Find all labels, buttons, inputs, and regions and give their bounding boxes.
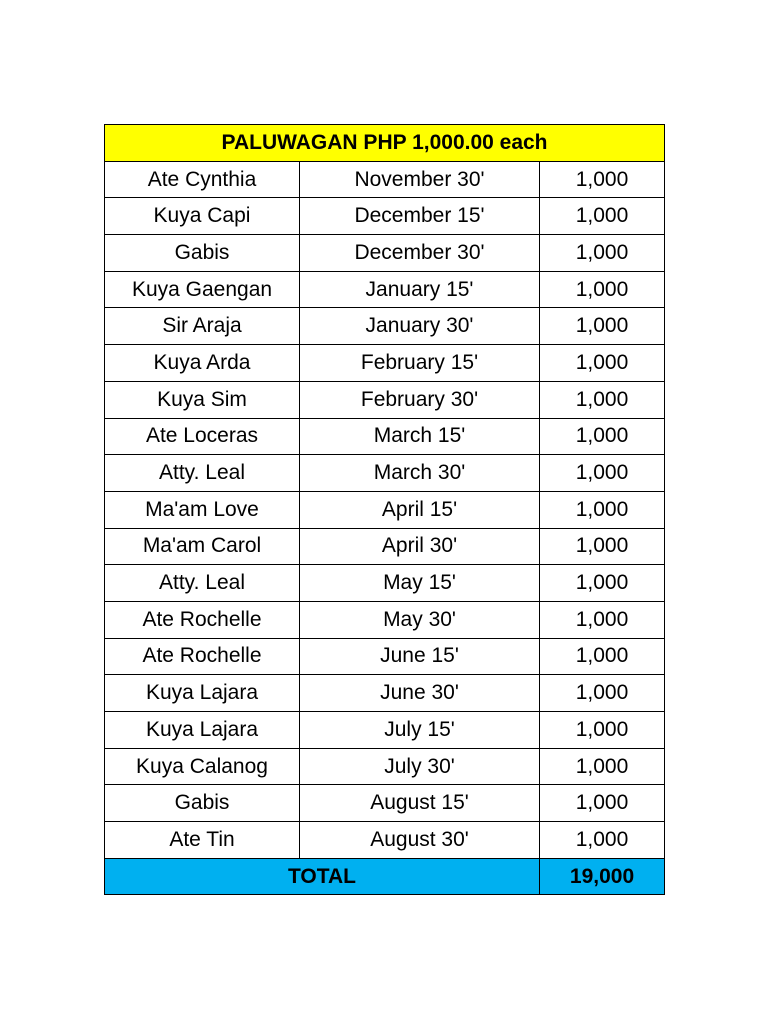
payout-date: June 15' [300, 638, 540, 675]
table-row [105, 308, 665, 345]
participant-name: Kuya Calanog [105, 748, 300, 785]
contribution-amount: 1,000 [540, 712, 665, 749]
table-body [105, 161, 665, 858]
contribution-amount: 1,000 [540, 271, 665, 308]
contribution-amount: 1,000 [540, 822, 665, 859]
table-row [105, 565, 665, 602]
contribution-amount: 1,000 [540, 161, 665, 198]
payout-date: April 30' [300, 528, 540, 565]
payout-date: July 15' [300, 712, 540, 749]
payout-date: May 15' [300, 565, 540, 602]
participant-name: Kuya Sim [105, 381, 300, 418]
participant-name: Ate Rochelle [105, 601, 300, 638]
total-row [105, 858, 665, 895]
paluwagan-table [104, 124, 665, 895]
payout-date: June 30' [300, 675, 540, 712]
contribution-amount: 1,000 [540, 785, 665, 822]
participant-name: Sir Araja [105, 308, 300, 345]
participant-name: Ate Loceras [105, 418, 300, 455]
table-row [105, 491, 665, 528]
table-row [105, 638, 665, 675]
participant-name: Ate Rochelle [105, 638, 300, 675]
title-row [105, 125, 665, 162]
contribution-amount: 1,000 [540, 491, 665, 528]
contribution-amount: 1,000 [540, 381, 665, 418]
contribution-amount: 1,000 [540, 638, 665, 675]
participant-name: Ma'am Carol [105, 528, 300, 565]
payout-date: April 15' [300, 491, 540, 528]
contribution-amount: 1,000 [540, 601, 665, 638]
payout-date: August 15' [300, 785, 540, 822]
total-label: TOTAL [105, 858, 540, 895]
participant-name: Kuya Gaengan [105, 271, 300, 308]
participant-name: Gabis [105, 235, 300, 272]
payout-date: December 15' [300, 198, 540, 235]
payout-date: December 30' [300, 235, 540, 272]
contribution-amount: 1,000 [540, 235, 665, 272]
payout-date: March 15' [300, 418, 540, 455]
table-row [105, 198, 665, 235]
participant-name: Kuya Lajara [105, 675, 300, 712]
contribution-amount: 1,000 [540, 565, 665, 602]
table-row [105, 235, 665, 272]
participant-name: Kuya Arda [105, 345, 300, 382]
payout-date: January 30' [300, 308, 540, 345]
table-row [105, 675, 665, 712]
contribution-amount: 1,000 [540, 455, 665, 492]
payout-date: August 30' [300, 822, 540, 859]
table-row [105, 601, 665, 638]
participant-name: Ma'am Love [105, 491, 300, 528]
table-title: PALUWAGAN PHP 1,000.00 each [105, 125, 665, 162]
contribution-amount: 1,000 [540, 528, 665, 565]
contribution-amount: 1,000 [540, 675, 665, 712]
table-row [105, 381, 665, 418]
participant-name: Atty. Leal [105, 565, 300, 602]
payout-date: May 30' [300, 601, 540, 638]
participant-name: Kuya Capi [105, 198, 300, 235]
contribution-amount: 1,000 [540, 345, 665, 382]
payout-date: July 30' [300, 748, 540, 785]
payout-date: January 15' [300, 271, 540, 308]
participant-name: Ate Tin [105, 822, 300, 859]
participant-name: Gabis [105, 785, 300, 822]
payout-date: February 30' [300, 381, 540, 418]
contribution-amount: 1,000 [540, 418, 665, 455]
payout-date: November 30' [300, 161, 540, 198]
table-row [105, 345, 665, 382]
table-row [105, 528, 665, 565]
payout-date: February 15' [300, 345, 540, 382]
participant-name: Kuya Lajara [105, 712, 300, 749]
contribution-amount: 1,000 [540, 748, 665, 785]
contribution-amount: 1,000 [540, 198, 665, 235]
table-row [105, 822, 665, 859]
table-row [105, 455, 665, 492]
table-row [105, 161, 665, 198]
table-row [105, 785, 665, 822]
paluwagan-sheet [104, 124, 665, 895]
total-amount: 19,000 [540, 858, 665, 895]
table-row [105, 418, 665, 455]
table-row [105, 712, 665, 749]
participant-name: Atty. Leal [105, 455, 300, 492]
payout-date: March 30' [300, 455, 540, 492]
contribution-amount: 1,000 [540, 308, 665, 345]
table-row [105, 271, 665, 308]
participant-name: Ate Cynthia [105, 161, 300, 198]
table-row [105, 748, 665, 785]
